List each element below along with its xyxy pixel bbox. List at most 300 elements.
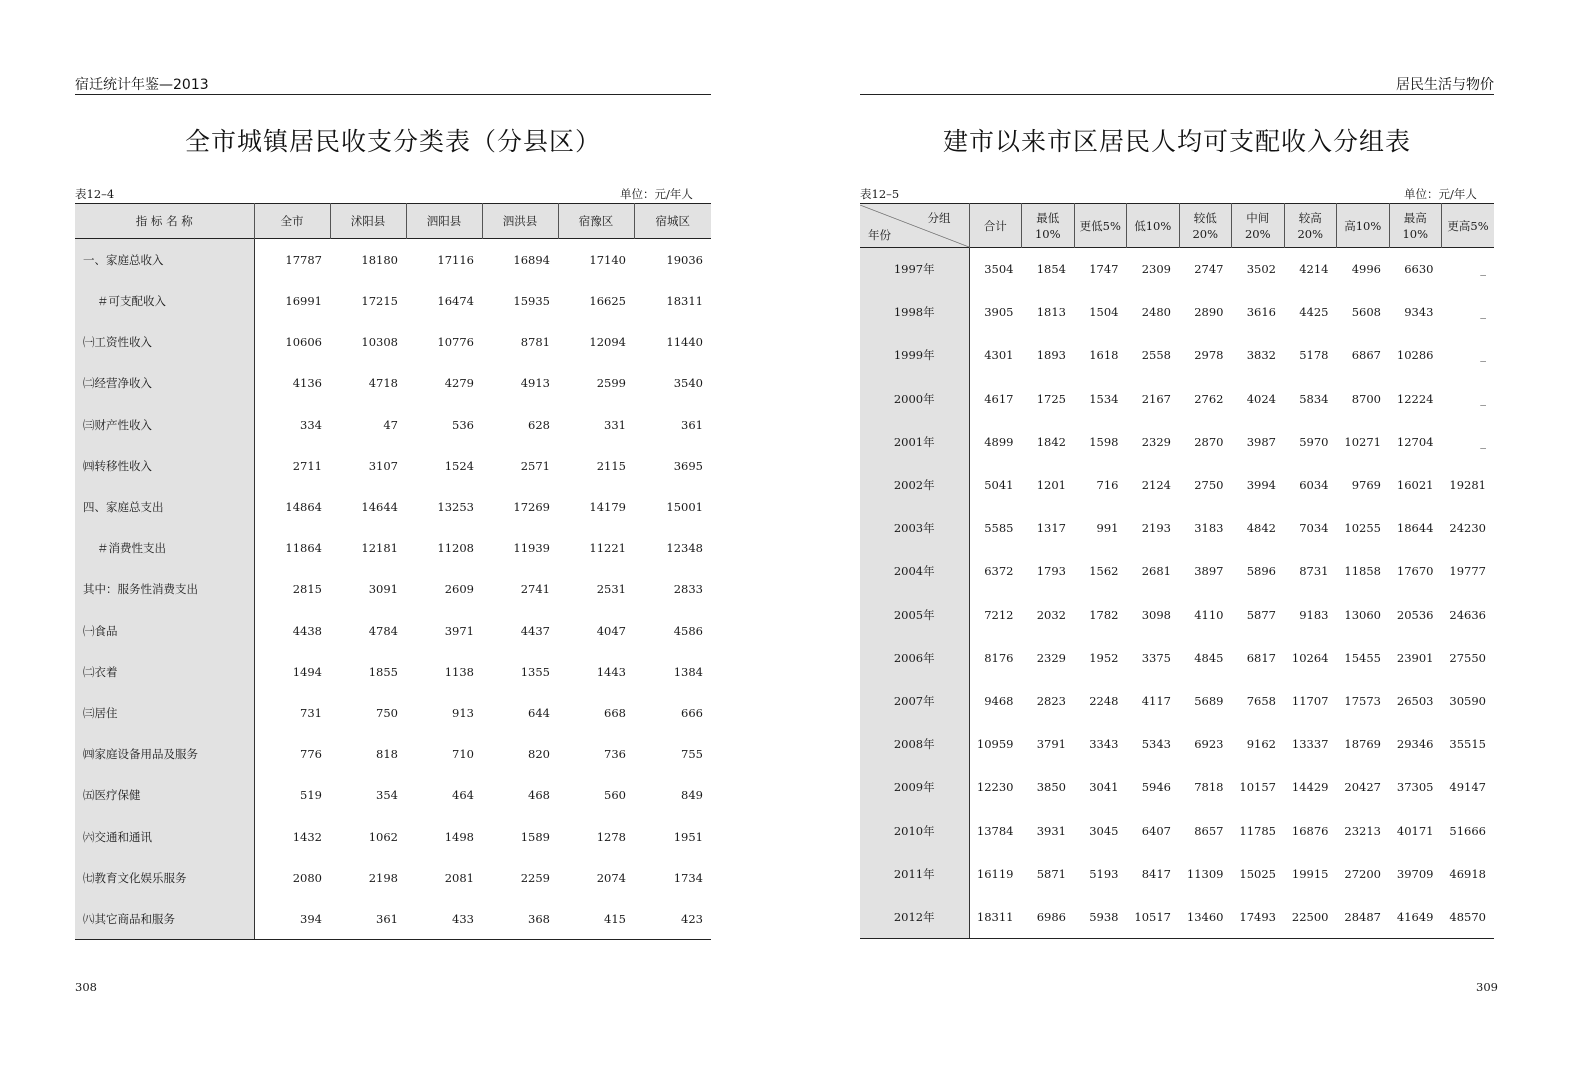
- table-row: [75, 528, 711, 569]
- row-year: 1999年: [860, 334, 969, 377]
- table-cell: 1317: [1036, 521, 1066, 536]
- header-rule-right: [860, 94, 1494, 95]
- table-cell: _: [1480, 434, 1486, 449]
- table-cell: 11939: [513, 541, 550, 556]
- table-row: [75, 404, 711, 445]
- table-cell: 3971: [444, 623, 474, 638]
- table-cell: 4845: [1194, 650, 1224, 665]
- table-cell: 10776: [437, 335, 474, 350]
- table-cell: 10255: [1344, 521, 1381, 536]
- running-head-left: 宿迁统计年鉴—2013: [75, 77, 209, 93]
- table-cell: _: [1480, 305, 1486, 320]
- table-cell: 755: [681, 747, 703, 762]
- table-cell: 2193: [1141, 521, 1171, 536]
- table-cell: 20427: [1344, 780, 1381, 795]
- row-label: ㈤医疗保健: [75, 775, 254, 816]
- table-cell: 6986: [1022, 895, 1075, 938]
- row-label: ㈢财产性收入: [75, 404, 254, 445]
- table-cell: 3343: [1089, 737, 1119, 752]
- header-column: [1442, 204, 1495, 248]
- table-header-row: [75, 204, 711, 239]
- table-cell: 14864: [285, 500, 322, 515]
- table-cell: 1734: [673, 870, 703, 885]
- table-cell: 15025: [1239, 866, 1276, 881]
- header-corner: [860, 204, 969, 248]
- table-cell: 23901: [1396, 650, 1434, 665]
- table-number-right: 表12–5: [860, 187, 900, 201]
- table-cell: 4047: [596, 623, 626, 638]
- table-cell: 12348: [666, 541, 703, 556]
- table-cell: 1793: [1036, 564, 1066, 579]
- table-cell: 368: [482, 898, 558, 939]
- row-label: ㈣转移性收入: [75, 445, 254, 486]
- table-cell: 11221: [589, 541, 626, 556]
- header-column: 泗洪县: [482, 204, 558, 239]
- table-cell: 3107: [368, 458, 398, 473]
- page-number-right: 309: [1476, 980, 1498, 994]
- table-cell: 18311: [969, 895, 1022, 938]
- table-row: [860, 766, 1494, 809]
- table-cell: 15455: [1344, 650, 1381, 665]
- table-cell: 666: [681, 705, 703, 720]
- table-cell: 27200: [1344, 866, 1381, 881]
- table-cell: 6630: [1404, 262, 1434, 277]
- table-row: [75, 651, 711, 692]
- table-cell: 13253: [437, 500, 474, 515]
- table-number-left: 表12–4: [75, 187, 115, 201]
- table-title-right: 建市以来市区居民人均可支配收入分组表: [942, 127, 1411, 156]
- header-line: 更高5%: [1447, 218, 1489, 233]
- table-cell: 5871: [1036, 866, 1066, 881]
- unit-label-right: 单位：元/年人: [1404, 187, 1477, 201]
- table-cell: 1782: [1089, 607, 1119, 622]
- table-cell: 6867: [1351, 348, 1381, 363]
- table-cell: 4438: [292, 623, 322, 638]
- row-label: 四、家庭总支出: [75, 486, 254, 527]
- table-cell: 19281: [1449, 478, 1486, 493]
- table-cell: 3897: [1194, 564, 1224, 579]
- row-label: ㈠工资性收入: [75, 322, 254, 363]
- table-cell: 20536: [1396, 607, 1434, 622]
- table-cell: 4913: [520, 376, 550, 391]
- table-cell: 849: [681, 788, 703, 803]
- table-cell: 9769: [1351, 478, 1381, 493]
- header-line: 中间: [1246, 210, 1270, 225]
- table-cell: 18180: [361, 252, 398, 267]
- table-cell: 11858: [1344, 564, 1381, 579]
- row-year: 1998年: [860, 291, 969, 334]
- table-cell: 4437: [520, 623, 550, 638]
- table-cell: 51666: [1449, 823, 1486, 838]
- table-cell: 1062: [368, 829, 398, 844]
- table-cell: 6034: [1299, 478, 1329, 493]
- table-cell: 5689: [1194, 693, 1224, 708]
- table-cell: 29346: [1396, 737, 1434, 752]
- table-cell: 16021: [1396, 478, 1434, 493]
- table-cell: 3502: [1246, 262, 1276, 277]
- table-cell: 5970: [1299, 434, 1329, 449]
- row-year: 2002年: [860, 463, 969, 506]
- table-cell: 5938: [1074, 895, 1127, 938]
- table-cell: 3504: [984, 262, 1014, 277]
- table-cell: 2833: [673, 582, 703, 597]
- table-cell: 2609: [444, 582, 474, 597]
- table-cell: 1355: [520, 664, 550, 679]
- table-cell: 19915: [1291, 866, 1329, 881]
- row-year: 2011年: [860, 852, 969, 895]
- table-cell: 3045: [1089, 823, 1119, 838]
- table-cell: 24230: [1449, 521, 1486, 536]
- table-cell: 7212: [984, 607, 1014, 622]
- header-column: [1337, 204, 1390, 248]
- table-cell: 4617: [984, 391, 1014, 406]
- income-expenditure-table: [75, 203, 711, 940]
- table-cell: 2080: [292, 870, 322, 885]
- table-cell: 3987: [1246, 434, 1276, 449]
- table-cell: 3905: [984, 305, 1014, 320]
- header-column: 泗阳县: [406, 204, 482, 239]
- table-cell: 2890: [1194, 305, 1224, 320]
- row-label: 其中：服务性消费支出: [75, 569, 254, 610]
- table-cell: 560: [604, 788, 626, 803]
- table-cell: 4110: [1194, 607, 1224, 622]
- table-cell: 17140: [589, 252, 626, 267]
- table-cell: 4586: [673, 623, 703, 638]
- header-column: [1127, 204, 1180, 248]
- table-cell: 1618: [1089, 348, 1119, 363]
- table-cell: 1201: [1036, 478, 1066, 493]
- row-year: 2012年: [860, 895, 969, 938]
- table-cell: 736: [604, 747, 626, 762]
- table-header-row: [860, 204, 1494, 248]
- table-cell: 2762: [1194, 391, 1224, 406]
- table-cell: 6372: [984, 564, 1014, 579]
- header-line: 较低: [1193, 210, 1217, 225]
- table-cell: 5041: [984, 478, 1014, 493]
- table-cell: 2480: [1141, 305, 1171, 320]
- table-cell: 6407: [1141, 823, 1171, 838]
- table-cell: 10157: [1239, 780, 1276, 795]
- table-cell: 13460: [1179, 895, 1232, 938]
- header-line: 20%: [1192, 226, 1219, 241]
- row-label: ＃可支配收入: [75, 281, 254, 322]
- table-cell: 18311: [666, 294, 703, 309]
- table-cell: _: [1480, 348, 1486, 363]
- table-cell: 2248: [1089, 693, 1119, 708]
- table-cell: 14179: [589, 500, 626, 515]
- table-cell: 11309: [1186, 866, 1224, 881]
- table-cell: 1498: [444, 829, 474, 844]
- table-cell: _: [1480, 262, 1486, 277]
- table-row: [860, 420, 1494, 463]
- table-cell: 776: [300, 747, 322, 762]
- table-cell: 46918: [1449, 866, 1486, 881]
- unit-label-left: 单位：元/年人: [620, 187, 693, 201]
- table-cell: 2750: [1194, 478, 1224, 493]
- table-cell: 10606: [285, 335, 322, 350]
- table-cell: 8657: [1194, 823, 1224, 838]
- header-line: 低10%: [1134, 218, 1172, 233]
- table-row: [860, 809, 1494, 852]
- header-column: [969, 204, 1022, 248]
- table-cell: 3540: [673, 376, 703, 391]
- table-cell: 24636: [1449, 607, 1486, 622]
- table-cell: 3375: [1141, 650, 1171, 665]
- table-cell: 4718: [368, 376, 398, 391]
- table-cell: 1589: [520, 829, 550, 844]
- corner-group-label: 分组: [927, 210, 951, 225]
- table-cell: 17116: [437, 252, 474, 267]
- row-year: 2005年: [860, 593, 969, 636]
- table-cell: 11208: [437, 541, 474, 556]
- header-column: [1179, 204, 1232, 248]
- table-cell: 991: [1096, 521, 1119, 536]
- table-cell: 536: [452, 417, 474, 432]
- table-cell: 4301: [984, 348, 1014, 363]
- table-cell: 2259: [520, 870, 550, 885]
- table-cell: 23213: [1344, 823, 1381, 838]
- table-cell: 2815: [292, 582, 322, 597]
- row-year: 1997年: [860, 248, 969, 291]
- table-cell: 17787: [285, 252, 322, 267]
- table-cell: 5608: [1351, 305, 1381, 320]
- row-label: ㈥交通和通讯: [75, 816, 254, 857]
- table-cell: 15001: [666, 500, 703, 515]
- table-cell: 16474: [437, 294, 474, 309]
- table-cell: 644: [528, 705, 550, 720]
- table-cell: 1494: [292, 664, 322, 679]
- table-row: [860, 679, 1494, 722]
- header-line: 最高: [1403, 210, 1427, 225]
- header-line: 合计: [983, 218, 1007, 233]
- header-line: 20%: [1244, 226, 1271, 241]
- table-cell: 37305: [1396, 780, 1434, 795]
- table-cell: 17269: [513, 500, 550, 515]
- table-cell: 334: [300, 417, 322, 432]
- table-cell: 17215: [361, 294, 398, 309]
- table-cell: 7034: [1299, 521, 1329, 536]
- table-cell: 8417: [1141, 866, 1171, 881]
- table-cell: 750: [376, 705, 398, 720]
- table-cell: 3041: [1089, 780, 1119, 795]
- table-cell: 19777: [1449, 564, 1486, 579]
- table-row: [75, 898, 711, 939]
- table-cell: 331: [604, 417, 626, 432]
- table-cell: 913: [452, 705, 474, 720]
- table-cell: 48570: [1442, 895, 1495, 938]
- table-cell: 2599: [596, 376, 626, 391]
- table-cell: 8176: [984, 650, 1014, 665]
- table-row: [860, 550, 1494, 593]
- table-cell: 10286: [1396, 348, 1434, 363]
- table-cell: 41649: [1389, 895, 1442, 938]
- table-row: [860, 507, 1494, 550]
- table-cell: 2531: [596, 582, 626, 597]
- table-cell: 16625: [589, 294, 626, 309]
- table-cell: 14429: [1291, 780, 1329, 795]
- table-cell: 1138: [444, 664, 474, 679]
- header-line: 较高: [1298, 210, 1322, 225]
- header-column: 宿豫区: [558, 204, 634, 239]
- table-cell: 2870: [1194, 434, 1224, 449]
- header-line: 20%: [1297, 226, 1324, 241]
- table-cell: 2711: [292, 458, 322, 473]
- table-cell: 354: [376, 788, 398, 803]
- row-year: 2008年: [860, 723, 969, 766]
- table-cell: 17573: [1344, 693, 1381, 708]
- table-cell: 3931: [1036, 823, 1066, 838]
- header-line: 最低: [1036, 210, 1060, 225]
- table-cell: 3616: [1246, 305, 1276, 320]
- table-row: [75, 569, 711, 610]
- header-column: [1232, 204, 1285, 248]
- table-cell: 4784: [368, 623, 398, 638]
- table-cell: 11707: [1291, 693, 1329, 708]
- table-cell: 4425: [1299, 305, 1329, 320]
- table-cell: 27550: [1449, 650, 1486, 665]
- table-cell: 17670: [1396, 564, 1434, 579]
- table-cell: 12094: [589, 335, 626, 350]
- table-cell: 361: [330, 898, 406, 939]
- table-cell: 11785: [1239, 823, 1276, 838]
- table-cell: 2741: [520, 582, 550, 597]
- table-cell: 22500: [1284, 895, 1337, 938]
- table-cell: 361: [681, 417, 703, 432]
- table-cell: 40171: [1396, 823, 1434, 838]
- header-column: [1074, 204, 1127, 248]
- row-label: ㈠食品: [75, 610, 254, 651]
- table-cell: 1952: [1089, 650, 1119, 665]
- header-column: [1284, 204, 1337, 248]
- row-label: ＃消费性支出: [75, 528, 254, 569]
- header-column: 沭阳县: [330, 204, 406, 239]
- table-cell: 10517: [1127, 895, 1180, 938]
- table-cell: 5877: [1246, 607, 1276, 622]
- table-cell: 15935: [513, 294, 550, 309]
- table-cell: 35515: [1449, 737, 1486, 752]
- table-cell: 3994: [1246, 478, 1276, 493]
- table-cell: 12181: [361, 541, 398, 556]
- table-cell: 423: [634, 898, 711, 939]
- table-cell: 1384: [673, 664, 703, 679]
- table-cell: 519: [300, 788, 322, 803]
- table-cell: 3695: [673, 458, 703, 473]
- table-cell: 1443: [596, 664, 626, 679]
- table-cell: 1855: [368, 664, 398, 679]
- table-cell: 30590: [1449, 693, 1486, 708]
- corner-diagonal: [860, 205, 969, 247]
- table-cell: 1813: [1036, 305, 1066, 320]
- table-cell: 820: [528, 747, 550, 762]
- table-cell: 8781: [520, 335, 550, 350]
- table-cell: 14644: [361, 500, 398, 515]
- table-cell: 11440: [666, 335, 703, 350]
- table-cell: 2823: [1036, 693, 1066, 708]
- table-cell: 464: [452, 788, 474, 803]
- header-column: [1389, 204, 1442, 248]
- table-cell: 2681: [1141, 564, 1171, 579]
- table-cell: 1842: [1036, 434, 1066, 449]
- table-cell: 3091: [368, 582, 398, 597]
- table-cell: 2167: [1141, 391, 1171, 406]
- table-row: [860, 248, 1494, 291]
- table-cell: 12230: [976, 780, 1014, 795]
- table-cell: 415: [558, 898, 634, 939]
- table-cell: 13060: [1344, 607, 1381, 622]
- table-row: [75, 734, 711, 775]
- table-cell: 28487: [1337, 895, 1390, 938]
- table-cell: 2978: [1194, 348, 1224, 363]
- table-row: [860, 463, 1494, 506]
- row-year: 2003年: [860, 507, 969, 550]
- table-row: [75, 775, 711, 816]
- table-cell: 8700: [1351, 391, 1381, 406]
- table-cell: 2558: [1141, 348, 1171, 363]
- table-row: [860, 377, 1494, 420]
- table-cell: 49147: [1449, 780, 1486, 795]
- row-year: 2006年: [860, 636, 969, 679]
- table-cell: 1524: [444, 458, 474, 473]
- table-cell: 6817: [1246, 650, 1276, 665]
- table-cell: 5834: [1299, 391, 1329, 406]
- table-cell: 18644: [1396, 521, 1434, 536]
- table-cell: 10264: [1291, 650, 1329, 665]
- table-cell: 9468: [984, 693, 1014, 708]
- table-cell: 13784: [976, 823, 1014, 838]
- table-cell: 16991: [285, 294, 322, 309]
- table-cell: 47: [383, 417, 398, 432]
- table-cell: 10271: [1344, 434, 1381, 449]
- table-row: [75, 239, 711, 281]
- table-cell: 12704: [1396, 434, 1434, 449]
- row-label: ㈧其它商品和服务: [75, 898, 254, 939]
- table-cell: 1432: [292, 829, 322, 844]
- running-head-right: 居民生活与物价: [1396, 77, 1494, 93]
- row-label: ㈡衣着: [75, 651, 254, 692]
- header-line: 更低5%: [1079, 218, 1121, 233]
- row-label: 一、家庭总收入: [75, 239, 254, 281]
- table-cell: 4117: [1141, 693, 1171, 708]
- table-cell: 9343: [1404, 305, 1434, 320]
- table-cell: 26503: [1396, 693, 1434, 708]
- table-cell: 628: [528, 417, 550, 432]
- table-cell: 2198: [368, 870, 398, 885]
- row-year: 2001年: [860, 420, 969, 463]
- header-line: 高10%: [1344, 218, 1382, 233]
- table-cell: 7818: [1194, 780, 1224, 795]
- income-group-table: [860, 203, 1494, 939]
- row-label: ㈡经营净收入: [75, 363, 254, 404]
- row-year: 2010年: [860, 809, 969, 852]
- table-row: [75, 692, 711, 733]
- table-cell: 2124: [1141, 478, 1171, 493]
- table-cell: 3850: [1036, 780, 1066, 795]
- table-row: [860, 852, 1494, 895]
- table-cell: 1562: [1089, 564, 1119, 579]
- header-column: 宿城区: [634, 204, 711, 239]
- table-cell: 2115: [596, 458, 626, 473]
- table-cell: 4136: [292, 376, 322, 391]
- table-cell: 18769: [1344, 737, 1381, 752]
- table-cell: 4024: [1246, 391, 1276, 406]
- row-year: 2009年: [860, 766, 969, 809]
- table-cell: 8731: [1299, 564, 1329, 579]
- table-cell: 3098: [1141, 607, 1171, 622]
- table-cell: 16876: [1291, 823, 1329, 838]
- table-cell: 5896: [1246, 564, 1276, 579]
- table-cell: 10959: [976, 737, 1014, 752]
- table-cell: 9183: [1299, 607, 1329, 622]
